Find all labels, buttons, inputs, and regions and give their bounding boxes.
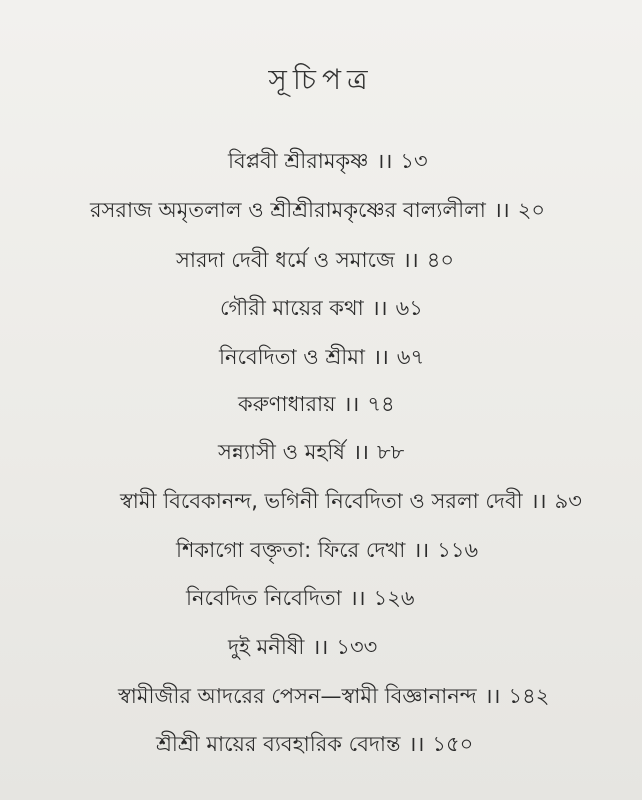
toc-entry xyxy=(176,536,478,564)
toc-entry xyxy=(218,438,404,466)
toc-entry xyxy=(228,633,377,661)
entry-separator: ।। xyxy=(312,635,329,659)
toc-entry xyxy=(228,147,428,175)
entry-title: সন্ন্যাসী ও মহর্ষি xyxy=(218,440,346,464)
entry-title: শিকাগো বক্তৃতা: ফিরে দেখা xyxy=(176,538,406,562)
entry-separator: ।। xyxy=(530,489,547,513)
entry-page-number: ১২৬ xyxy=(373,586,415,610)
entry-page-number: ১৩ xyxy=(400,149,428,173)
entry-separator: ।। xyxy=(408,732,425,756)
entry-separator: ।। xyxy=(343,392,360,416)
entry-page-number: ২০ xyxy=(517,198,546,222)
entry-title: স্বামী বিবেকানন্দ, ভগিনী নিবেদিতা ও সরলা দেবী xyxy=(120,489,523,513)
entry-title: নিবেদিতা ও শ্রীমা xyxy=(219,345,365,369)
entry-title: শ্রীশ্রী মায়ের ব্যবহারিক বেদান্ত xyxy=(156,732,401,756)
entry-separator: ।। xyxy=(484,684,501,708)
entry-title: নিবেদিত নিবেদিতা xyxy=(186,586,342,610)
entry-page-number: ৬১ xyxy=(395,296,423,320)
entry-page-number: ৬৭ xyxy=(396,345,425,369)
toc-entry xyxy=(118,682,549,710)
entry-separator: ।। xyxy=(493,198,510,222)
toc-entry xyxy=(238,390,395,418)
entry-separator: ।। xyxy=(353,440,369,464)
toc-entry xyxy=(176,246,454,274)
entry-title: বিপ্লবী শ্রীরামকৃষ্ণ xyxy=(228,149,369,173)
entry-page-number: ১৩৩ xyxy=(336,635,378,659)
toc-entry xyxy=(120,487,582,515)
entry-page-number: ১৪২ xyxy=(508,684,550,708)
entry-title: স্বামীজীর আদরের পেসন—স্বামী বিজ্ঞানানন্দ xyxy=(118,684,477,708)
entry-page-number: ৪০ xyxy=(426,248,454,272)
entry-page-number: ৭৪ xyxy=(367,392,395,416)
toc-entry xyxy=(220,294,423,322)
toc-entry xyxy=(156,730,473,758)
entry-page-number: ১৫০ xyxy=(432,732,474,756)
entry-separator: ।। xyxy=(372,345,389,369)
page-title: সূচিপত্র xyxy=(268,63,374,96)
toc-entry xyxy=(219,343,424,371)
entry-separator: ।। xyxy=(371,296,388,320)
entry-title: দুই মনীষী xyxy=(228,635,305,659)
entry-title: রসরাজ অমৃতলাল ও শ্রীশ্রীরামকৃষ্ণের বাল্যলীলা xyxy=(90,198,486,222)
toc-entry xyxy=(90,196,545,224)
entry-separator: ।। xyxy=(349,586,366,610)
entry-page-number: ১১৬ xyxy=(437,538,479,562)
entry-separator: ।। xyxy=(402,248,419,272)
entry-page-number: ৯৩ xyxy=(554,489,582,513)
entry-page-number: ৮৮ xyxy=(376,440,405,464)
entry-separator: ।। xyxy=(376,149,393,173)
entry-separator: ।। xyxy=(413,538,430,562)
toc-entry xyxy=(186,584,415,612)
entry-title: গৌরী মায়ের কথা xyxy=(220,296,364,320)
entry-title: সারদা দেবী ধর্মে ও সমাজে xyxy=(176,248,395,272)
entry-title: করুণাধারায় xyxy=(238,392,336,416)
